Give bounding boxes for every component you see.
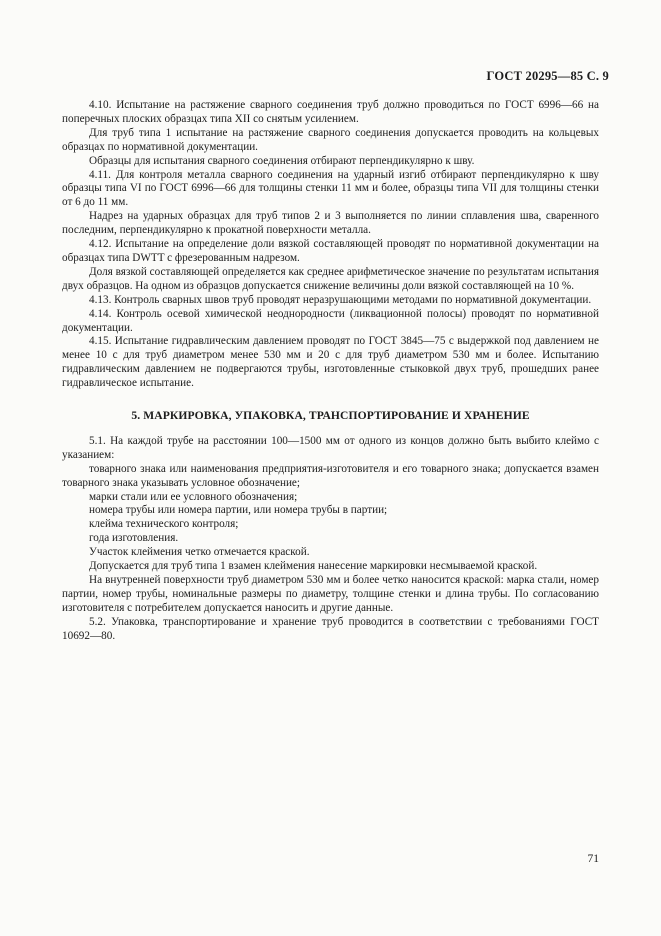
- list-item: клейма технического контроля;: [89, 518, 239, 531]
- paragraph-4-11: 4.11. Для контроля металла сварного соединения на ударный изгиб отбирают перпендикулярно к шву образцы типа VI по ГОСТ 6996—66 для толщины стенки 11 мм и более, образцы типа VII для толщины стенки от 6 до 11 мм.: [62, 168, 599, 209]
- page-header: ГОСТ 20295—85 С. 9: [486, 69, 609, 83]
- paragraph-4-12: 4.12. Испытание на определение доли вязкой составляющей проводят по нормативной документации на образцах типа DWTT с фрезерованным надрезом.: [62, 238, 599, 264]
- section-title: 5. МАРКИРОВКА, УПАКОВКА, ТРАНСПОРТИРОВАНИЕ И ХРАНЕНИЕ: [131, 409, 530, 423]
- paragraph-4-14: 4.14. Контроль осевой химической неоднородности (ликвационной полосы) проводят по нормативной документации.: [62, 307, 599, 334]
- list-item: товарного знака или наименования предприятия-изготовителя и его товарного знака; допускается взамен товарного знака указывать условное обозначение;: [62, 462, 599, 489]
- page-number: 71: [587, 853, 599, 865]
- list-item: марки стали или ее условного обозначения;: [89, 490, 298, 503]
- paragraph-4-13: 4.13. Контроль сварных швов труб проводят неразрушающими методами по нормативной документации.: [89, 293, 592, 306]
- paragraph: На внутренней поверхности труб диаметром 530 мм и более четко наносится краской: марка стали, номер партии, номер трубы, номинальные размеры по диаметру, толщине стенки и длина трубы. По согласованию изготовителя с потребителем допускается наносить и другие данные.: [62, 574, 599, 614]
- paragraph: Доля вязкой составляющей определяется как среднее арифметическое значение по результатам испытания двух образцов. На одном из образцов допускается снижение величины доли вязкой составляющей на 10 %.: [62, 265, 599, 292]
- paragraph: Участок клеймения четко отмечается краской.: [89, 546, 310, 559]
- paragraph-5-2: 5.2. Упаковка, транспортирование и хранение труб проводится в соответствии с требованиями ГОСТ 10692—80.: [62, 615, 599, 642]
- list-item: номера трубы или номера партии, или номера трубы в партии;: [89, 504, 388, 517]
- list-item: года изготовления.: [89, 532, 179, 545]
- paragraph-4-10: 4.10. Испытание на растяжение сварного соединения труб должно проводиться по ГОСТ 6996—66 на поперечных плоских образцах типа XII со снятым усилением.: [62, 99, 599, 125]
- paragraph: Надрез на ударных образцах для труб типов 2 и 3 выполняется по линии сплавления шва, сваренного последним, перпендикулярно к прокатной поверхности металла.: [62, 210, 599, 237]
- document-body: [62, 99, 599, 644]
- paragraph-4-15: 4.15. Испытание гидравлическим давлением проводят по ГОСТ 3845—75 с выдержкой под давлением не менее 10 с для труб диаметром менее 530 мм и 20 с для труб диаметром 530 мм и более. Испытанию гидравлическим давлением не подвергаются трубы, изготовленные стыковкой двух труб, прошедших ранее гидравлическое испытание.: [62, 335, 599, 390]
- paragraph: Допускается для труб типа 1 взамен клеймения нанесение маркировки несмываемой краской.: [89, 560, 538, 573]
- paragraph: Для труб типа 1 испытание на растяжение сварного соединения допускается проводить на кольцевых образцах по нормативной документации.: [62, 126, 599, 153]
- paragraph-5-1: 5.1. На каждой трубе на расстоянии 100—1500 мм от одного из концов должно быть выбито клеймо с указанием:: [62, 434, 599, 461]
- paragraph: Образцы для испытания сварного соединения отбирают перпендикулярно к шву.: [89, 154, 475, 167]
